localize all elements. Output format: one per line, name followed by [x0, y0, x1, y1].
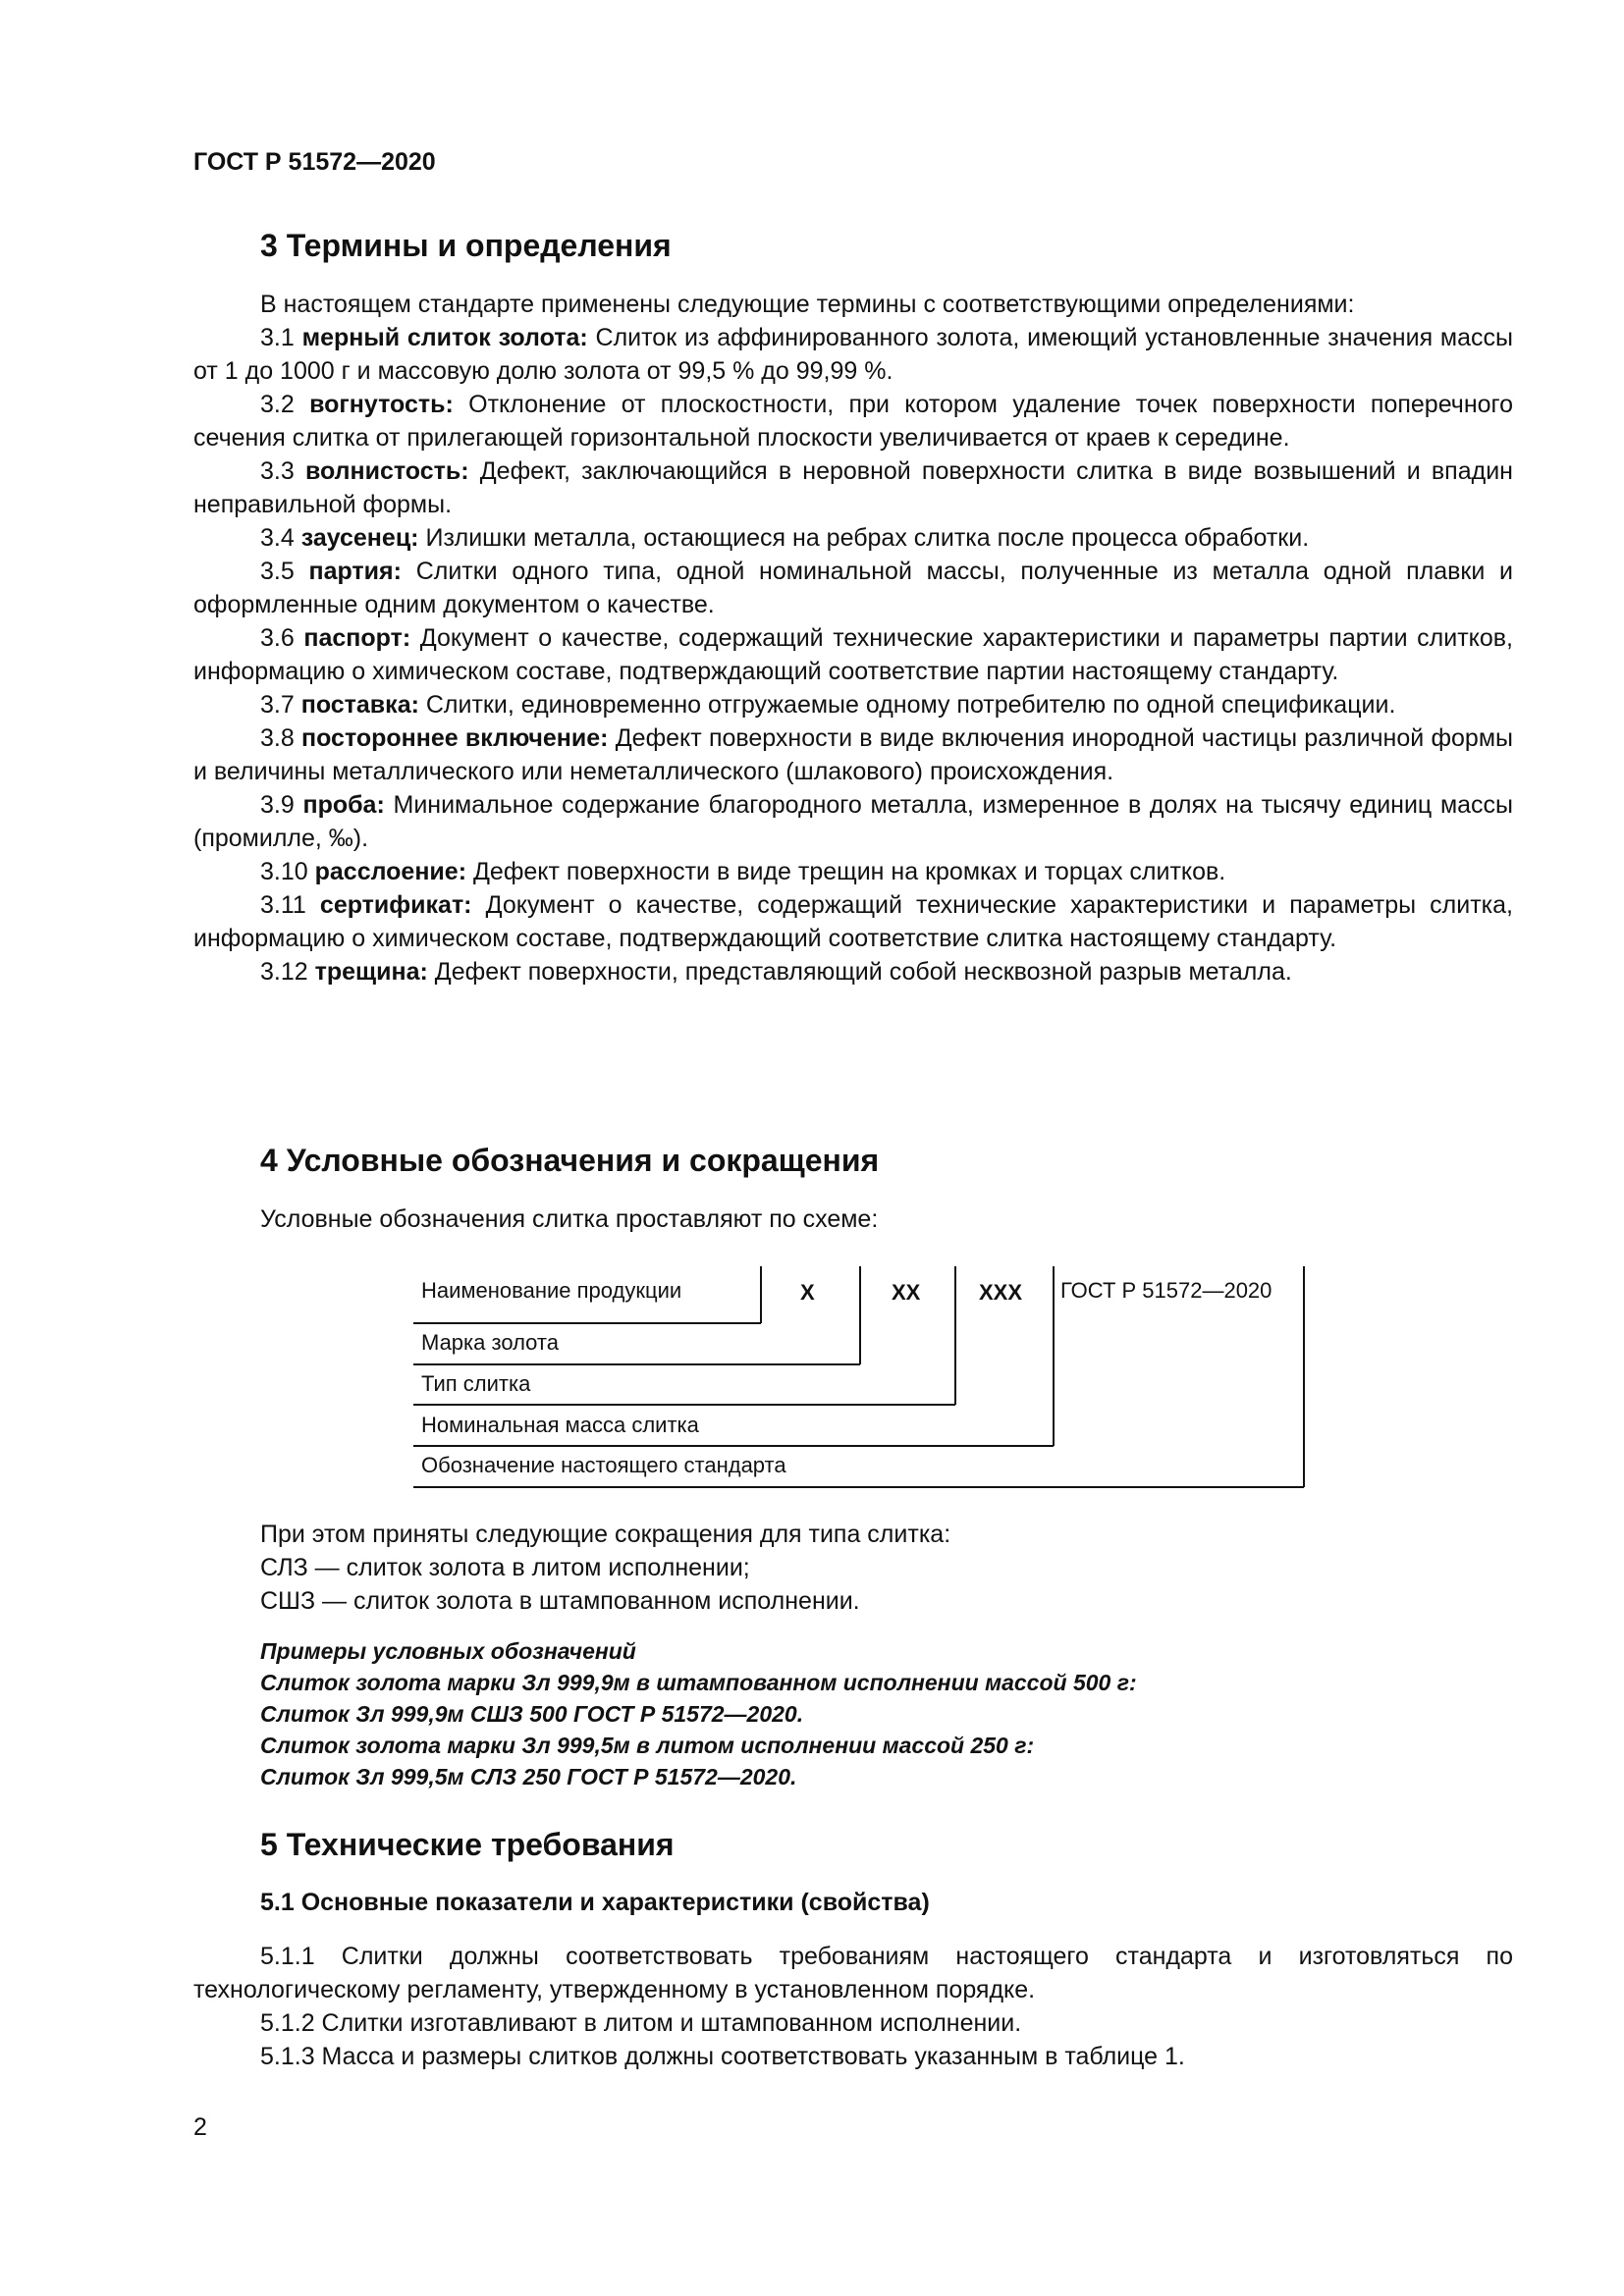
section-4-intro-block [193, 1202, 1513, 1236]
clause-5-1-1: 5.1.1 Слитки должны соответствовать требованиям настоящего стандарта и изготовляться по технологическому регламенту, утвержденному в установленном порядке. [193, 1943, 1513, 2003]
term-number: 3.12 [260, 958, 308, 986]
term-name: вогнутость: [309, 391, 454, 418]
term-definition: Дефект поверхности, представляющий собой несквозной разрыв металла. [434, 958, 1292, 986]
term-number: 3.3 [260, 457, 295, 485]
term-definition: Слитки одного типа, одной номинальной массы, полученные из металла одной плавки и оформленные одним документом о качестве. [193, 558, 1513, 618]
scheme-code-xx: ХХ [892, 1280, 921, 1305]
term-3-11 [193, 888, 1513, 955]
scheme-mark-label: Марка золота [421, 1330, 559, 1355]
designation-examples [260, 1635, 1137, 1792]
example-line: Слиток золота марки Зл 999,5м в литом исполнении массой 250 г: [260, 1733, 1035, 1758]
term-definition: Слиток из аффинированного золота, имеющий установленные значения массы от 1 до 1000 г и массовую долю золота от 99,5 % до 99,99 %. [193, 324, 1513, 385]
term-3-10 [193, 855, 1513, 888]
term-number: 3.8 [260, 724, 295, 752]
term-3-6 [193, 621, 1513, 688]
term-definition: Дефект поверхности в виде включения инородной частицы различной формы и величины металлического или неметаллического (шлакового) происхождения. [193, 724, 1513, 785]
term-number: 3.4 [260, 524, 295, 552]
example-line: Слиток Зл 999,9м СШЗ 500 ГОСТ Р 51572—2020. [260, 1701, 804, 1727]
term-3-4 [193, 521, 1513, 555]
term-3-5 [193, 555, 1513, 621]
term-3-12 [193, 955, 1513, 988]
term-name: проба: [302, 791, 385, 819]
term-number: 3.10 [260, 858, 308, 885]
section-4-title: 4 Условные обозначения и сокращения [260, 1143, 880, 1178]
term-3-2 [193, 388, 1513, 454]
term-definition: Минимальное содержание благородного металла, измеренное в долях на тысячу единиц массы (промилле, ‰). [193, 791, 1514, 852]
abbreviations-block [193, 1518, 1513, 1618]
scheme-product-label: Наименование продукции [421, 1278, 682, 1303]
section-3-title: 3 Термины и определения [260, 228, 672, 263]
clause-5-1-3: 5.1.3 Масса и размеры слитков должны соответствовать указанным в таблице 1. [260, 2043, 1185, 2070]
examples-heading: Примеры условных обозначений [260, 1638, 636, 1664]
section-4-intro: Условные обозначения слитка проставляют по схеме: [260, 1205, 879, 1233]
example-line: Слиток золота марки Зл 999,9м в штампованном исполнении массой 500 г: [260, 1670, 1137, 1695]
term-name: мерный слиток золота: [301, 324, 588, 351]
scheme-code-xxx: ХХХ [979, 1280, 1023, 1305]
section-3-body [193, 288, 1513, 988]
section-3-intro: В настоящем стандарте применены следующие термины с соответствующими определениями: [260, 291, 1355, 318]
term-number: 3.6 [260, 624, 295, 652]
abbreviations-intro: При этом приняты следующие сокращения для типа слитка: [260, 1521, 951, 1548]
scheme-standard-label: ГОСТ Р 51572—2020 [1060, 1278, 1272, 1303]
term-name: поставка: [300, 691, 419, 719]
scheme-type-label: Тип слитка [421, 1371, 531, 1396]
scheme-designation-label: Обозначение настоящего стандарта [421, 1453, 786, 1477]
example-line: Слиток Зл 999,5м СЛЗ 250 ГОСТ Р 51572—2020. [260, 1764, 797, 1789]
term-3-3 [193, 454, 1513, 521]
term-name: сертификат: [319, 891, 472, 919]
term-3-9 [193, 788, 1513, 855]
term-definition: Слитки, единовременно отгружаемые одному потребителю по одной спецификации. [425, 691, 1396, 719]
term-number: 3.7 [260, 691, 295, 719]
term-definition: Излишки металла, остающиеся на ребрах слитка после процесса обработки. [425, 524, 1310, 552]
scheme-code-x: Х [800, 1280, 815, 1305]
term-name: расслоение: [314, 858, 467, 885]
term-name: волнистость: [304, 457, 469, 485]
term-definition: Документ о качестве, содержащий технические характеристики и параметры партии слитков, информацию о химическом составе, подтверждающий соответствие партии настоящему стандарту. [193, 624, 1513, 685]
abbreviation-slz: СЛЗ — слиток золота в литом исполнении; [260, 1554, 750, 1581]
term-name: партия: [308, 558, 402, 585]
section-5-body [193, 1940, 1513, 2073]
section-5-title: 5 Технические требования [260, 1827, 675, 1862]
page-header-doc-id: ГОСТ Р 51572—2020 [193, 148, 436, 176]
term-number: 3.5 [260, 558, 295, 585]
abbreviation-sshz: СШЗ — слиток золота в штампованном исполнении. [260, 1587, 860, 1615]
term-definition: Документ о качестве, содержащий технические характеристики и параметры слитка, информацию о химическом составе, подтверждающий соответствие слитка настоящему стандарту. [193, 891, 1513, 952]
term-definition: Отклонение от плоскостности, при котором удаление точек поверхности поперечного сечения слитка от прилегающей горизонтальной плоскости увеличивается от краев к середине. [193, 391, 1513, 452]
term-3-7 [193, 688, 1513, 721]
section-5-1-title: 5.1 Основные показатели и характеристики (свойства) [260, 1889, 930, 1916]
term-name: постороннее включение: [301, 724, 609, 752]
scheme-mass-label: Номинальная масса слитка [421, 1413, 699, 1437]
page-number: 2 [193, 2113, 207, 2141]
term-name: заусенец: [300, 524, 419, 552]
term-number: 3.1 [260, 324, 295, 351]
term-number: 3.9 [260, 791, 295, 819]
term-name: трещина: [314, 958, 428, 986]
term-3-8 [193, 721, 1513, 788]
term-definition: Дефект, заключающийся в неровной поверхности слитка в виде возвышений и впадин неправильной формы. [193, 457, 1513, 518]
term-name: паспорт: [303, 624, 411, 652]
term-number: 3.2 [260, 391, 295, 418]
clause-5-1-2: 5.1.2 Слитки изготавливают в литом и штампованном исполнении. [260, 2009, 1022, 2037]
term-number: 3.11 [260, 891, 306, 919]
term-definition: Дефект поверхности в виде трещин на кромках и торцах слитков. [473, 858, 1226, 885]
term-3-1 [193, 321, 1513, 388]
